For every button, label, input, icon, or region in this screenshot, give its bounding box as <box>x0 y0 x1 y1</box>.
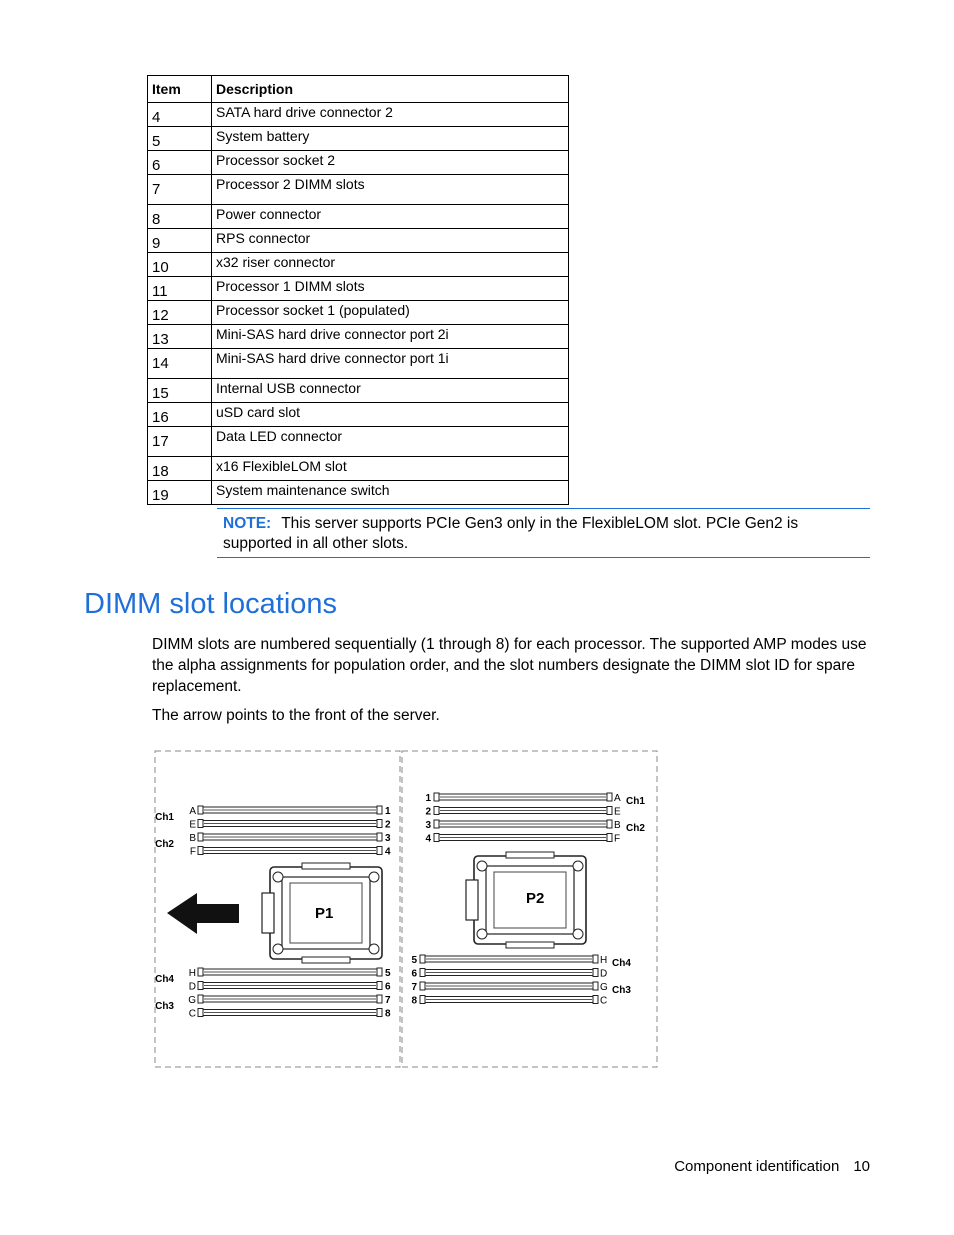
item-description: Mini-SAS hard drive connector port 2i <box>212 325 569 349</box>
dimm-slot <box>434 820 612 828</box>
item-description: Processor socket 1 (populated) <box>212 301 569 325</box>
slot-letter: H <box>188 968 196 979</box>
table-row <box>148 103 569 127</box>
component-table <box>147 75 569 505</box>
slot-number: 1 <box>385 806 391 817</box>
item-description: RPS connector <box>212 229 569 253</box>
arrow-paragraph: The arrow points to the front of the server. <box>152 707 440 724</box>
item-description: SATA hard drive connector 2 <box>212 103 569 127</box>
slot-number: 3 <box>425 820 431 831</box>
dimm-slot <box>198 806 382 814</box>
channel-label: Ch4 <box>612 958 631 969</box>
table-row <box>148 277 569 301</box>
slot-number: 4 <box>385 846 391 858</box>
item-description: System battery <box>212 127 569 151</box>
item-number: 13 <box>148 325 212 349</box>
slot-number: 8 <box>411 995 417 1007</box>
item-number: 14 <box>148 349 212 379</box>
front-arrow-icon <box>167 893 239 934</box>
slot-number: 1 <box>425 793 431 804</box>
table-row <box>148 175 569 205</box>
item-description: x16 FlexibleLOM slot <box>212 457 569 481</box>
slot-number: 8 <box>385 1008 391 1020</box>
note-label: NOTE: <box>223 515 272 532</box>
slot-number: 2 <box>425 806 431 818</box>
slot-letter: H <box>600 955 608 966</box>
slot-number: 4 <box>425 833 431 845</box>
section-paragraph: DIMM slots are numbered sequentially (1 through 8) for each processor. The supported AMP modes use the alpha assignments for population order, and the slot numbers designate the DIMM slot ID for spare replacement. <box>152 636 867 695</box>
table-row <box>148 301 569 325</box>
slot-letter: E <box>614 806 621 818</box>
item-number: 4 <box>148 103 212 127</box>
table-row <box>148 205 569 229</box>
dimm-slot <box>198 968 382 976</box>
channel-label: Ch4 <box>155 974 174 985</box>
item-number: 17 <box>148 427 212 457</box>
note-text: This server supports PCIe Gen3 only in the FlexibleLOM slot. PCIe Gen2 is supported in all other slots. <box>223 515 799 552</box>
dimm-slot <box>198 1009 382 1017</box>
table-row <box>148 349 569 379</box>
slot-letter: B <box>614 820 621 831</box>
table-row <box>148 253 569 277</box>
slot-letter: A <box>614 793 621 804</box>
item-number: 5 <box>148 127 212 151</box>
dimm-slot-diagram <box>150 748 662 1070</box>
table-row <box>148 481 569 505</box>
slot-letter: A <box>189 806 196 817</box>
item-number: 15 <box>148 379 212 403</box>
slot-letter: E <box>189 819 196 831</box>
item-number: 6 <box>148 151 212 175</box>
channel-label: Ch2 <box>155 839 174 850</box>
slot-number: 6 <box>385 981 391 993</box>
channel-label: Ch3 <box>155 1001 174 1012</box>
dimm-slot <box>198 982 382 990</box>
p1-label: P1 <box>315 905 334 922</box>
channel-label: Ch1 <box>626 796 645 807</box>
item-description: Processor 2 DIMM slots <box>212 175 569 205</box>
channel-label: Ch3 <box>612 985 631 996</box>
header-item: Item <box>148 76 212 103</box>
slot-number: 7 <box>385 995 391 1006</box>
item-number: 8 <box>148 205 212 229</box>
dimm-slot <box>420 969 598 977</box>
dimm-slot <box>434 807 612 815</box>
dimm-slot <box>420 996 598 1004</box>
item-number: 18 <box>148 457 212 481</box>
dimm-slot <box>434 793 612 801</box>
slot-letter: G <box>600 982 608 993</box>
slot-letter: C <box>188 1008 196 1020</box>
p2-label: P2 <box>526 890 545 907</box>
dimm-slot <box>198 833 382 841</box>
table-row <box>148 379 569 403</box>
dimm-slot <box>420 955 598 963</box>
slot-letter: F <box>614 833 621 845</box>
table-row <box>148 325 569 349</box>
table-row <box>148 427 569 457</box>
dimm-slot <box>198 995 382 1003</box>
slot-number: 6 <box>411 968 417 980</box>
table-row <box>148 403 569 427</box>
dimm-slot <box>198 820 382 828</box>
item-number: 12 <box>148 301 212 325</box>
slot-letter: B <box>189 833 196 844</box>
slot-number: 5 <box>411 955 417 966</box>
page-number: 10 <box>853 1158 870 1175</box>
item-number: 11 <box>148 277 212 301</box>
item-description: Processor 1 DIMM slots <box>212 277 569 301</box>
item-description: Mini-SAS hard drive connector port 1i <box>212 349 569 379</box>
slot-letter: D <box>188 981 196 993</box>
section-title: DIMM slot locations <box>84 588 338 620</box>
slot-number: 2 <box>385 819 391 831</box>
item-number: 19 <box>148 481 212 505</box>
item-description: Internal USB connector <box>212 379 569 403</box>
item-number: 7 <box>148 175 212 205</box>
slot-letter: D <box>600 968 608 980</box>
channel-label: Ch1 <box>155 812 174 823</box>
channel-label: Ch2 <box>626 823 645 834</box>
slot-letter: G <box>188 995 196 1006</box>
slot-letter: C <box>600 995 608 1007</box>
slot-number: 5 <box>385 968 391 979</box>
item-description: Processor socket 2 <box>212 151 569 175</box>
table-row <box>148 229 569 253</box>
item-description: uSD card slot <box>212 403 569 427</box>
table-row <box>148 457 569 481</box>
item-description: Power connector <box>212 205 569 229</box>
item-description: System maintenance switch <box>212 481 569 505</box>
table-row <box>148 127 569 151</box>
slot-letter: F <box>189 846 196 858</box>
item-description: Data LED connector <box>212 427 569 457</box>
header-description: Description <box>212 76 569 103</box>
page-footer <box>650 1158 870 1175</box>
footer-section: Component identification <box>674 1158 840 1175</box>
slot-number: 7 <box>411 982 417 993</box>
item-number: 16 <box>148 403 212 427</box>
item-number: 9 <box>148 229 212 253</box>
table-row <box>148 151 569 175</box>
table-header-row <box>148 76 569 103</box>
dimm-slot <box>198 847 382 855</box>
dimm-slot <box>420 982 598 990</box>
item-description: x32 riser connector <box>212 253 569 277</box>
note-box <box>217 508 870 558</box>
item-number: 10 <box>148 253 212 277</box>
slot-number: 3 <box>385 833 391 844</box>
dimm-slot <box>434 834 612 842</box>
